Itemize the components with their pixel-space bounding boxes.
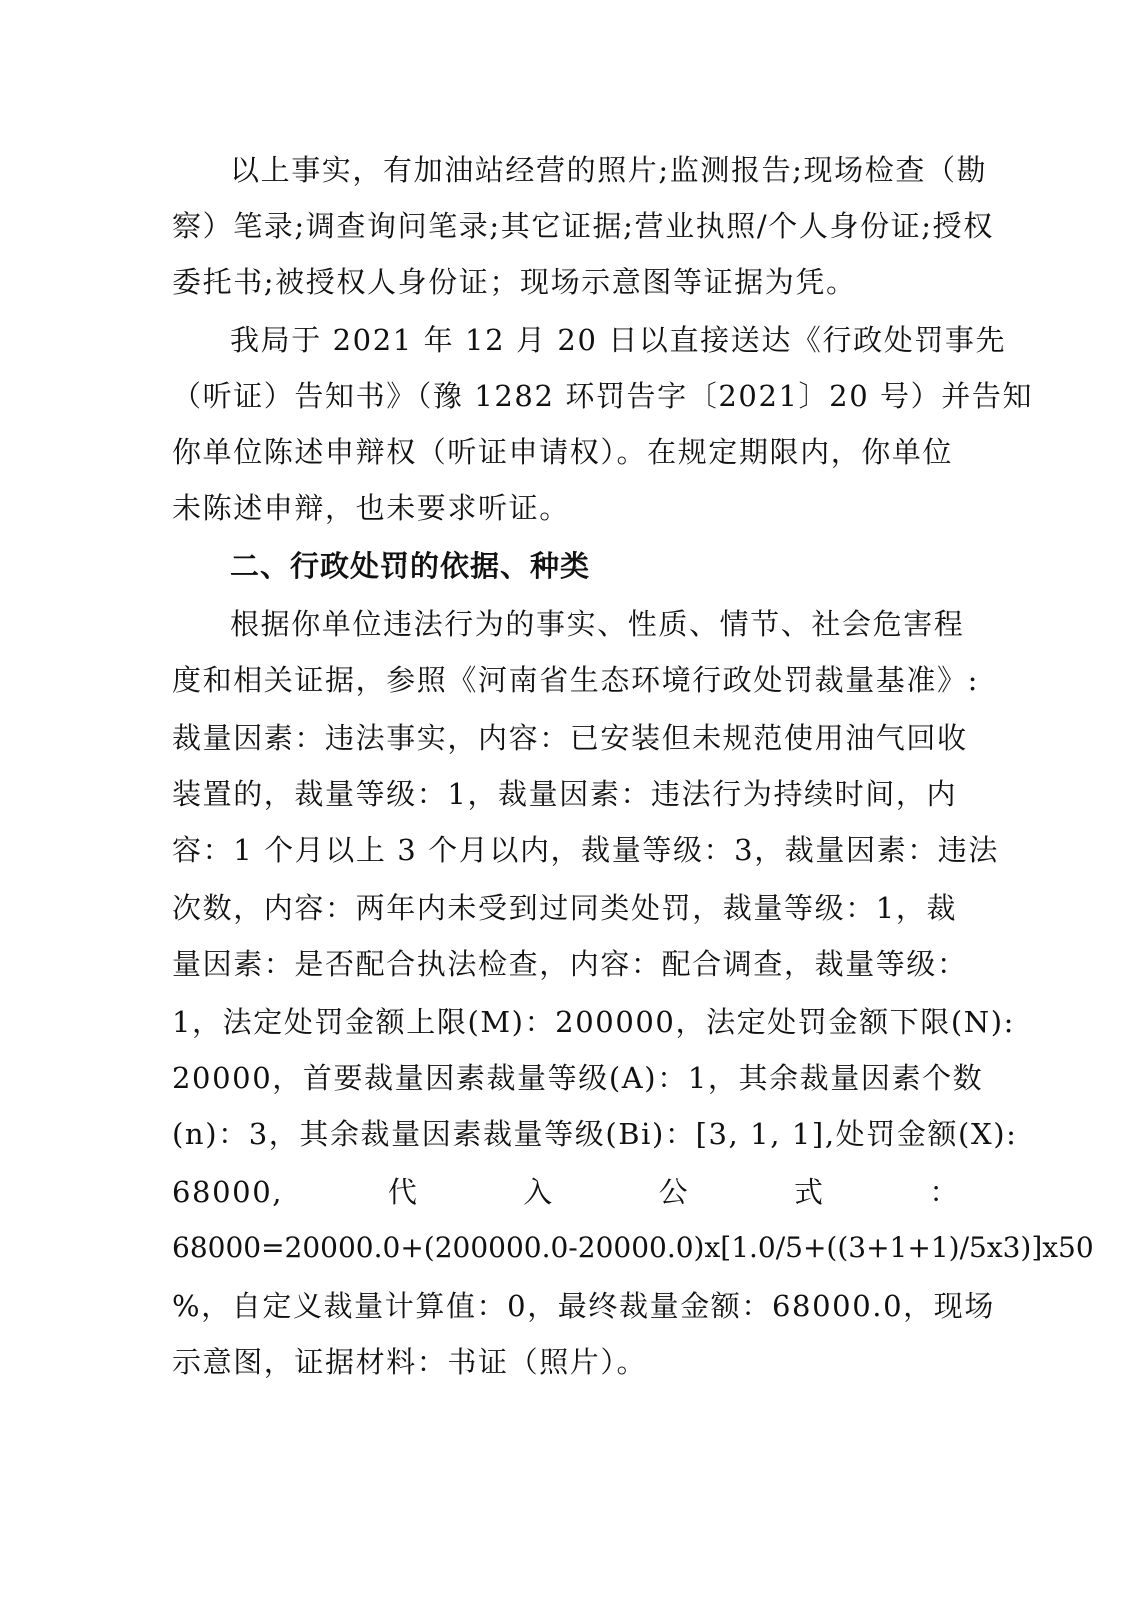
- paragraph-3-line-12: %，自定义裁量计算值：0，最终裁量金额：68000.0，现场: [172, 1289, 995, 1323]
- paragraph-3-line-9: 20000，首要裁量因素裁量等级(A)：1，其余裁量因素个数: [172, 1061, 984, 1095]
- paragraph-3-spread-line: [172, 1172, 960, 1212]
- paragraph-1-line-1: 以上事实，有加油站经营的照片;监测报告;现场检查（勘: [230, 153, 988, 187]
- paragraph-3-formula-line: 68000=20000.0+(200000.0-20000.0)x[1.0/5+((3+1+1)/5x3)]x50: [172, 1231, 1094, 1264]
- paragraph-2-line-2: （听证）告知书》（豫 1282 环罚告字〔2021〕20 号）并告知: [172, 379, 1034, 413]
- paragraph-3-line-8: 1，法定处罚金额上限(M)：200000，法定处罚金额下限(N):: [172, 1005, 1016, 1039]
- paragraph-3-line-13: 示意图，证据材料：书证（照片）。: [172, 1345, 648, 1379]
- paragraph-2-line-3: 你单位陈述申辩权（听证申请权）。在规定期限内，你单位: [172, 435, 954, 469]
- paragraph-3-line-10: (n)：3，其余裁量因素裁量等级(Bi)：[3, 1, 1],处罚金额(X):: [172, 1117, 1018, 1151]
- spread-token: 入: [523, 1175, 554, 1209]
- paragraph-2-line-1: 我局于 2021 年 12 月 20 日以直接送达《行政处罚事先: [230, 323, 1007, 357]
- section-heading: 二、行政处罚的依据、种类: [230, 549, 591, 583]
- paragraph-3-line-5: 容：1 个月以上 3 个月以内，裁量等级：3，裁量因素：违法: [172, 833, 1000, 867]
- paragraph-3-line-3: 裁量因素：违法事实，内容：已安装但未规范使用油气回收: [172, 721, 968, 755]
- spread-token: ：: [929, 1175, 960, 1209]
- paragraph-3-line-2: 度和相关证据，参照《河南省生态环境行政处罚裁量基准》:: [172, 663, 979, 697]
- paragraph-1-line-3: 委托书;被授权人身份证；现场示意图等证据为凭。: [172, 265, 857, 299]
- paragraph-2-line-4: 未陈述申辩，也未要求听证。: [172, 491, 570, 525]
- paragraph-3-line-6: 次数，内容：两年内未受到过同类处罚，裁量等级：1，裁: [172, 891, 958, 925]
- spread-token: 式: [793, 1175, 825, 1209]
- spread-token: 公: [658, 1175, 690, 1209]
- spread-token: 代: [387, 1175, 419, 1209]
- paragraph-1-line-2: 察）笔录;调查询问笔录;其它证据;营业执照/个人身份证;授权: [172, 209, 994, 243]
- paragraph-3-line-1: 根据你单位违法行为的事实、性质、情节、社会危害程: [230, 607, 965, 641]
- paragraph-3-line-7: 量因素：是否配合执法检查，内容：配合调查，裁量等级：: [172, 947, 968, 981]
- paragraph-3-line-4: 装置的，裁量等级：1，裁量因素：违法行为持续时间，内: [172, 777, 958, 811]
- spread-token: 68000,: [172, 1175, 284, 1209]
